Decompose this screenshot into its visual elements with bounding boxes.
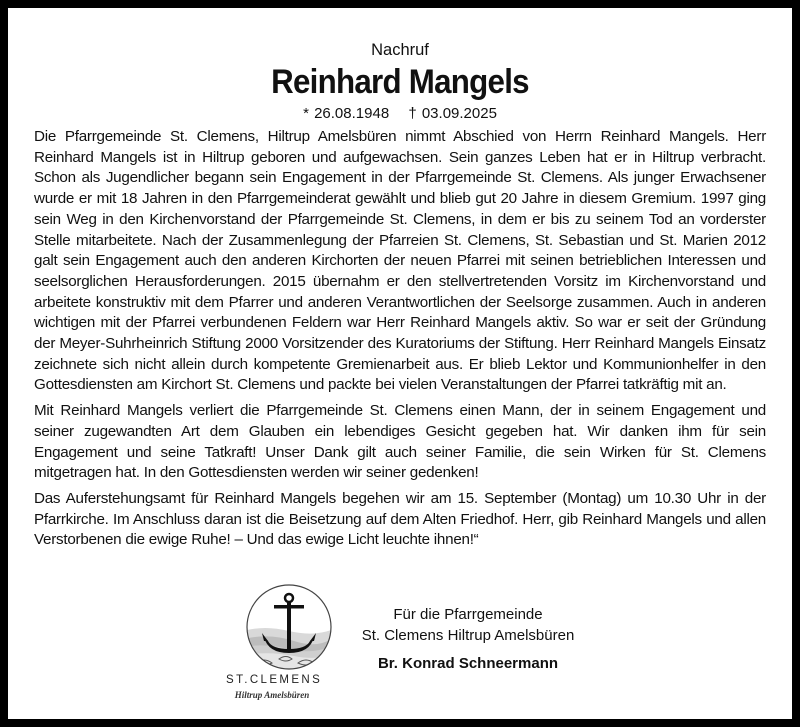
- obituary-frame: [8, 8, 792, 719]
- death-date: † 03.09.2025: [408, 105, 497, 122]
- life-dates: [8, 105, 792, 122]
- signature-line-1: Für die Pfarrgemeinde: [393, 606, 543, 623]
- signature-line-2: St. Clemens Hiltrup Amelsbüren: [361, 627, 575, 644]
- logo-subtitle: Hiltrup Amelsbüren: [234, 690, 310, 700]
- deceased-name: Reinhard Mangels: [271, 63, 529, 101]
- notice-label: Nachruf: [371, 41, 429, 59]
- paragraph-1: Die Pfarrgemeinde St. Clemens, Hiltrup Amelsbüren nimmt Abschied von Herrn Reinhard Mangels. Herr Reinhard Mangels ist in Hiltrup geboren und aufgewachsen. Sein ganzes Leben hat er in Hiltrup verbracht. Schon als Jugendlicher begann sein Engagement in der Pfarrgemeinde St. Clemens. Als junger Erwachsener wurde er mit 18 Jahren in den Pfarrgemeinderat gewählt und blieb gut 20 Jahre in diesem Gremium. 1997 ging sein Weg in den Kirchenvorstand der Pfarrgemeinde St. Clemens, in dem er bis zu seinem Tod an vorderster Stelle mitarbeitete. Nach der Zusammenlegung der Pfarreien St. Clemens, St. Sebastian und St. Marien 2012 galt sein Engagement auch den anderen Kirchorten der neuen Pfarrei mit seinen betrieblichen Interessen und seelsorglichen Herausforderungen. 2015 übernahm er den stellvertretenden Vorsitz im Kirchenvorstand und arbeitete konstruktiv mit dem Pfarrer und anderen Verantwortlichen der Seelsorge zusammen. Auch in anderen wichtigen mit der Pfarrei verbundenen Feldern war Herr Reinhard Mangels aktiv. So war er seit der Gründung der Meyer-Suhrheinrich Stiftung 2000 Vorsitzender des Kuratoriums der Stiftung. Herr Reinhard Mangels Einsatz zeichnete sich nicht allein durch kompetente Gremienarbeit aus. Er blieb Lektor und Kommunionhelfer in den Gottesdiensten am Kirchort St. Clemens und packte bei vielen Veranstaltungen der Pfarrei tatkräftig mit an.: [34, 128, 766, 394]
- paragraph-3: Das Auferstehungsamt für Reinhard Mangels begehen wir am 15. September (Montag) um 10.30 Uhr in der Pfarrkirche. Im Anschluss daran ist die Beisetzung auf dem Alten Friedhof. Herr, gib Reinhard Mangels und allen Verstorbenen die ewige Ruhe! – Und das ewige Licht leuchte ihnen!“: [34, 489, 766, 549]
- obituary-text: [34, 127, 766, 556]
- signer-name: Br. Konrad Schneermann: [377, 655, 559, 672]
- birth-date: * 26.08.1948: [303, 105, 390, 122]
- signature-block: [338, 604, 598, 674]
- paragraph-2: Mit Reinhard Mangels verliert die Pfarrgemeinde St. Clemens einen Mann, der in seinem Engagement und seiner zugewandten Art dem Glauben ein lebendiges Gesicht gegeben hat. Wir danken ihm für sein Engagement und seine Tatkraft! Unser Dank gilt auch seiner Familie, die sein Wirken für St. Clemens mitgetragen hat. In den Gottesdiensten werden wir seiner gedenken!: [34, 402, 766, 482]
- logo-title: ST.CLEMENS: [226, 674, 323, 686]
